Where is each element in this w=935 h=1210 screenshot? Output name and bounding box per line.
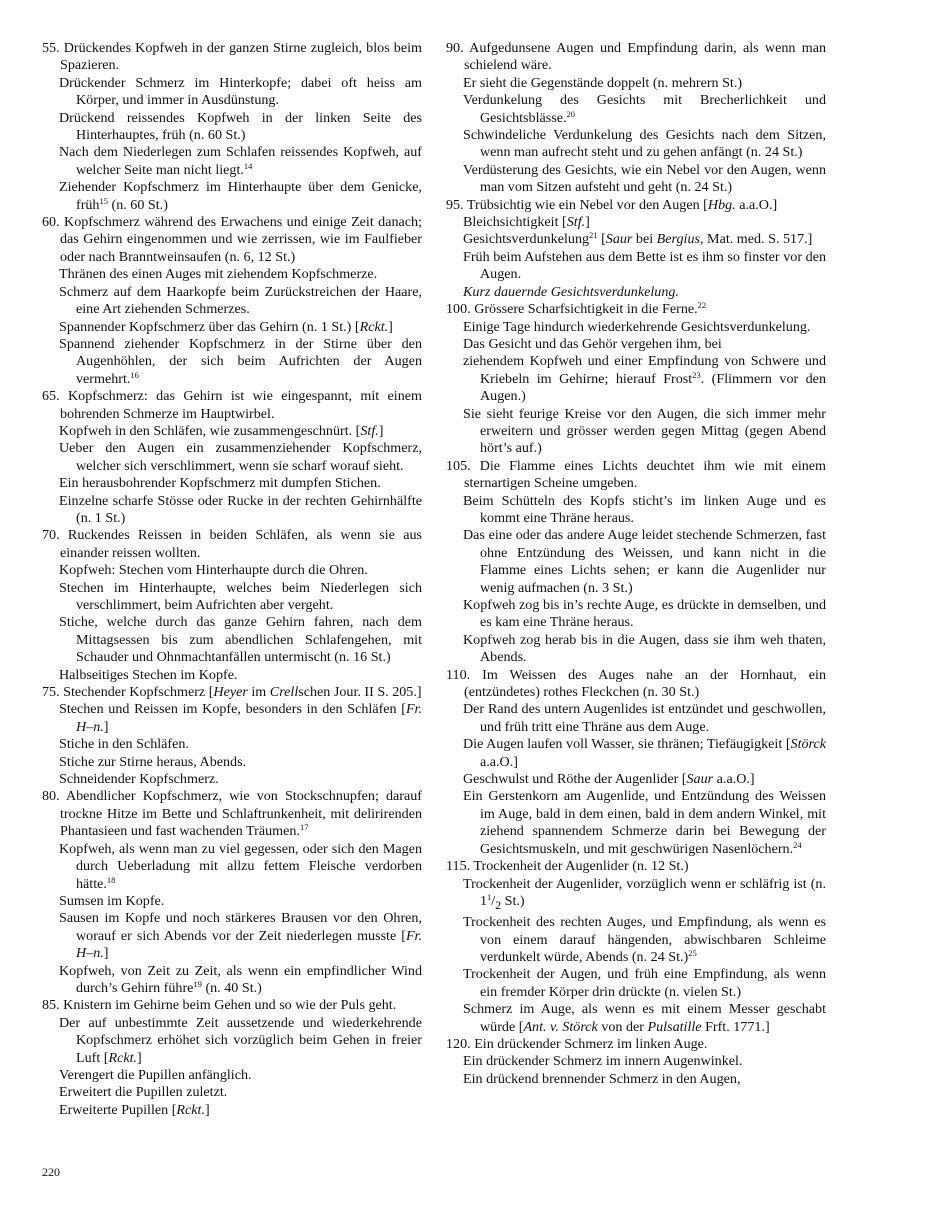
- numbered-symptom-entry: 65. Kopfschmerz: das Gehirn ist wie eingespannt, mit einem bohrenden Schmerze im Hauptwirbel.: [42, 388, 422, 422]
- left-column: [42, 40, 422, 1119]
- numbered-symptom-entry: 110. Im Weissen des Auges nahe an der Hornhaut, ein (entzündetes) rothes Fleckchen (n. 30 St.): [446, 666, 826, 701]
- symptom-entry: Stechen im Hinterhaupte, welches beim Niederlegen sich verschlimmert, beim Aufrichten aber vergeht.: [59, 579, 422, 613]
- symptom-entry: Er sieht die Gegenstände doppelt (n. mehrern St.): [463, 74, 743, 91]
- symptom-entry: Schmerz im Auge, als wenn es mit einem Messer geschabt würde [Ant. v. Störck von der Pulsatille Frft. 1771.]: [463, 1001, 826, 1035]
- symptom-entry: Einzelne scharfe Stösse oder Rucke in der rechten Gehirnhälfte (n. 1 St.): [59, 492, 422, 526]
- numbered-symptom-entry: 105. Die Flamme eines Lichts deuchtet ihm wie mit einem sternartigen Scheine umgeben.: [446, 457, 826, 492]
- numbered-symptom-entry: 115. Trockenheit der Augenlider (n. 12 St.): [446, 858, 689, 875]
- numbered-symptom-entry: 75. Stechender Kopfschmerz [Heyer im Crellschen Jour. II S. 205.]: [42, 684, 422, 701]
- numbered-symptom-entry: 90. Aufgedunsene Augen und Empfindung darin, als wenn man schielend wäre.: [446, 40, 826, 74]
- symptom-entry: Das Gesicht und das Gehör vergehen ihm, bei: [463, 335, 722, 352]
- symptom-entry: Spannend ziehender Kopfschmerz in der Stirne über den Augenhöhlen, der sich beim Aufrichten der Augen vermehrt.$^{16}$: [59, 335, 422, 387]
- symptom-entry: Schwindeliche Verdunkelung des Gesichts nach dem Sitzen, wenn man aufrecht steht und zu gehen anfängt (n. 24 St.): [463, 127, 826, 161]
- symptom-entry: Stiche in den Schläfen.: [59, 736, 189, 753]
- symptom-entry: Erweitert die Pupillen zuletzt.: [59, 1084, 228, 1101]
- symptom-entry: Kopfweh, als wenn man zu viel gegessen, oder sich den Magen durch Ueberladung mit allzu fettem Fleische verdorben hätte.$^{18}$: [59, 840, 422, 892]
- symptom-entry: Kopfweh, von Zeit zu Zeit, als wenn ein empfindlicher Wind durch’s Gehirn führe$^{19}$ (n. 40 St.): [59, 962, 422, 996]
- symptom-entry: Schmerz auf dem Haarkopfe beim Zurückstreichen der Haare, eine Art ziehenden Schmerzes.: [59, 283, 422, 318]
- symptom-entry: Stiche zur Stirne heraus, Abends.: [59, 753, 247, 770]
- numbered-symptom-entry: 55. Drückendes Kopfweh in der ganzen Stirne zugleich, blos beim Spazieren.: [42, 40, 422, 74]
- symptom-entry: Nach dem Niederlegen zum Schlafen reissendes Kopfweh, auf welcher Seite man nicht liegt.$^{14}$: [59, 144, 422, 178]
- symptom-entry: Geschwulst und Röthe der Augenlider [Saur a.a.O.]: [463, 771, 755, 788]
- symptom-entry: Sausen im Kopfe und noch stärkeres Brausen vor den Ohren, worauf er sich Abends vor der Zeit niederlegen musste [Fr. H–n.]: [59, 910, 422, 962]
- symptom-entry: Stiche, welche durch das ganze Gehirn fahren, nach dem Mittagsessen bis zum abendlichen Schlafengehen, mit Schauder und Ohnmachtanfällen untermischt (n. 16 St.): [59, 614, 422, 666]
- numbered-symptom-entry: 80. Abendlicher Kopfschmerz, wie von Stockschnupfen; darauf trockne Hitze im Bette und Schlaftrunkenheit, mit delirirenden Phantasieen und fast wachenden Träumen.$^{17}$: [42, 788, 422, 840]
- symptom-entry: Ein herausbohrender Kopfschmerz mit dumpfen Stichen.: [59, 475, 381, 492]
- symptom-entry: Kopfweh: Stechen vom Hinterhaupte durch die Ohren.: [59, 562, 368, 579]
- symptom-entry: Verdunkelung des Gesichts mit Brecherlichkeit und Gesichtsblässe.$^{20}$: [463, 92, 826, 126]
- symptom-entry: Sumsen im Kopfe.: [59, 892, 165, 909]
- symptom-entry: Drückender Schmerz im Hinterkopfe; dabei oft heiss am Körper, und immer in Ausdünstung.: [59, 74, 422, 109]
- symptom-entry: Ziehender Kopfschmerz im Hinterhaupte über dem Genicke, früh$^{15}$ (n. 60 St.): [59, 179, 422, 213]
- symptom-entry: Drückend reissendes Kopfweh in der linken Seite des Hinterhauptes, früh (n. 60 St.): [59, 109, 422, 144]
- symptom-entry: Ein drückend brennender Schmerz in den Augen,: [463, 1070, 741, 1087]
- symptom-entry: Verengert die Pupillen anfänglich.: [59, 1066, 252, 1083]
- symptom-entry: Ein Gerstenkorn am Augenlide, und Entzündung des Weissen im Auge, bald in dem einen, bald in dem andern Winkel, mit ziehend spannendem Schmerze darin bei Bewegung der Gesichtsmuskeln, und mit geschwürigen Nasenlöchern.$^{24}$: [463, 788, 826, 857]
- symptom-entry: Gesichtsverdunkelung$^{21}$ [Saur bei Bergius, Mat. med. S. 517.]: [463, 230, 813, 248]
- page-number: 220: [42, 1165, 60, 1179]
- symptom-entry: Trockenheit der Augen, und früh eine Empfindung, als wenn ein fremder Körper drin drückte (n. vielen St.): [463, 966, 826, 1000]
- symptom-entry: Erweiterte Pupillen [Rckt.]: [59, 1101, 210, 1118]
- symptom-entry: Kopfweh zog bis in’s rechte Auge, es drückte in demselben, und es kam eine Thräne heraus.: [463, 597, 826, 631]
- symptom-entry: Stechen und Reissen im Kopfe, besonders in den Schläfen [Fr. H–n.]: [59, 701, 422, 735]
- symptom-entry: Kurz dauernde Gesichtsverdunkelung.: [463, 283, 679, 300]
- symptom-entry: Spannender Kopfschmerz über das Gehirn (n. 1 St.) [Rckt.]: [59, 318, 393, 335]
- numbered-symptom-entry: 70. Ruckendes Reissen in beiden Schläfen, als wenn sie aus einander reissen wollten.: [42, 527, 422, 561]
- numbered-symptom-entry: 60. Kopfschmerz während des Erwachens und einige Zeit danach; das Gehirn eingenommen und wie zerrissen, wie im Faulfieber oder nach Branntweinsaufen (n. 6, 12 St.): [42, 214, 422, 265]
- symptom-entry: Bleichsichtigkeit [Stf.]: [463, 214, 590, 231]
- symptom-entry: Kopfweh in den Schläfen, wie zusammengeschnürt. [Stf.]: [59, 422, 384, 439]
- symptom-entry: Ein drückender Schmerz im innern Augenwinkel.: [463, 1053, 743, 1070]
- right-column: [446, 40, 826, 1088]
- symptom-entry: Schneidender Kopfschmerz.: [59, 771, 219, 788]
- symptom-entry: Einige Tage hindurch wiederkehrende Gesichtsverdunkelung.: [463, 318, 811, 335]
- symptom-entry: Ueber den Augen ein zusammenziehender Kopfschmerz, welcher sich verschlimmert, wenn sie scharf worauf sieht.: [59, 440, 422, 474]
- symptom-entry: Thränen des einen Auges mit ziehendem Kopfschmerze.: [59, 266, 378, 283]
- symptom-entry: Halbseitiges Stechen im Kopfe.: [59, 666, 238, 683]
- symptom-entry: Beim Schütteln des Kopfs sticht’s im linken Auge und es kommt eine Thräne heraus.: [463, 492, 826, 526]
- symptom-entry: Die Augen laufen voll Wasser, sie thränen; Tiefäugigkeit [Störck a.a.O.]: [463, 736, 826, 770]
- symptom-entry: Früh beim Aufstehen aus dem Bette ist es ihm so finster vor den Augen.: [463, 248, 826, 283]
- numbered-symptom-entry: 100. Grössere Scharfsichtigkeit in die Ferne.$^{22}$: [446, 300, 707, 318]
- symptom-entry: Trockenheit der Augenlider, vorzüglich wenn er schläfrig ist (n. $1^1/_2$ St.): [463, 875, 826, 912]
- numbered-symptom-entry: 85. Knistern im Gehirne beim Gehen und so wie der Puls geht.: [42, 997, 397, 1014]
- symptom-entry: Das eine oder das andere Auge leidet stechende Schmerzen, fast ohne Entzündung des Weissen, und kann nicht in die Flamme eines Lichts sehen; er kann die Augenlider nur wenig aufmachen (n. 3 St.): [463, 527, 826, 596]
- symptom-entry: Der Rand des untern Augenlides ist entzündet und geschwollen, und früh tritt eine Thräne aus dem Auge.: [463, 701, 826, 735]
- symptom-entry: ziehendem Kopfweh und einer Empfindung von Schwere und Kriebeln im Gehirne; hierauf Frost$^{23}$. (Flimmern vor den Augen.): [463, 353, 826, 405]
- symptom-entry: Trockenheit des rechten Auges, und Empfindung, als wenn es von einem darauf hängenden, abwischbaren Schleime verdunkelt würde, Abends (n. 24 St.)$^{25}$: [463, 914, 826, 965]
- numbered-symptom-entry: 95. Trübsichtig wie ein Nebel vor den Augen [Hbg. a.a.O.]: [446, 196, 778, 213]
- symptom-entry: Verdüsterung des Gesichts, wie ein Nebel vor den Augen, wenn man vom Sitzen aufsteht und geht (n. 24 St.): [463, 161, 826, 196]
- symptom-entry: Kopfweh zog herab bis in die Augen, dass sie ihm weh thaten, Abends.: [463, 631, 826, 666]
- symptom-entry: Der auf unbestimmte Zeit aussetzende und wiederkehrende Kopfschmerz erhöhet sich vorzüglich beim Gehen in freier Luft [Rckt.]: [59, 1014, 422, 1066]
- symptom-entry: Sie sieht feurige Kreise vor den Augen, die sich immer mehr erweitern und grösser werden gegen Mittag (gegen Abend hört’s auf.): [463, 405, 826, 457]
- numbered-symptom-entry: 120. Ein drückender Schmerz im linken Auge.: [446, 1035, 708, 1052]
